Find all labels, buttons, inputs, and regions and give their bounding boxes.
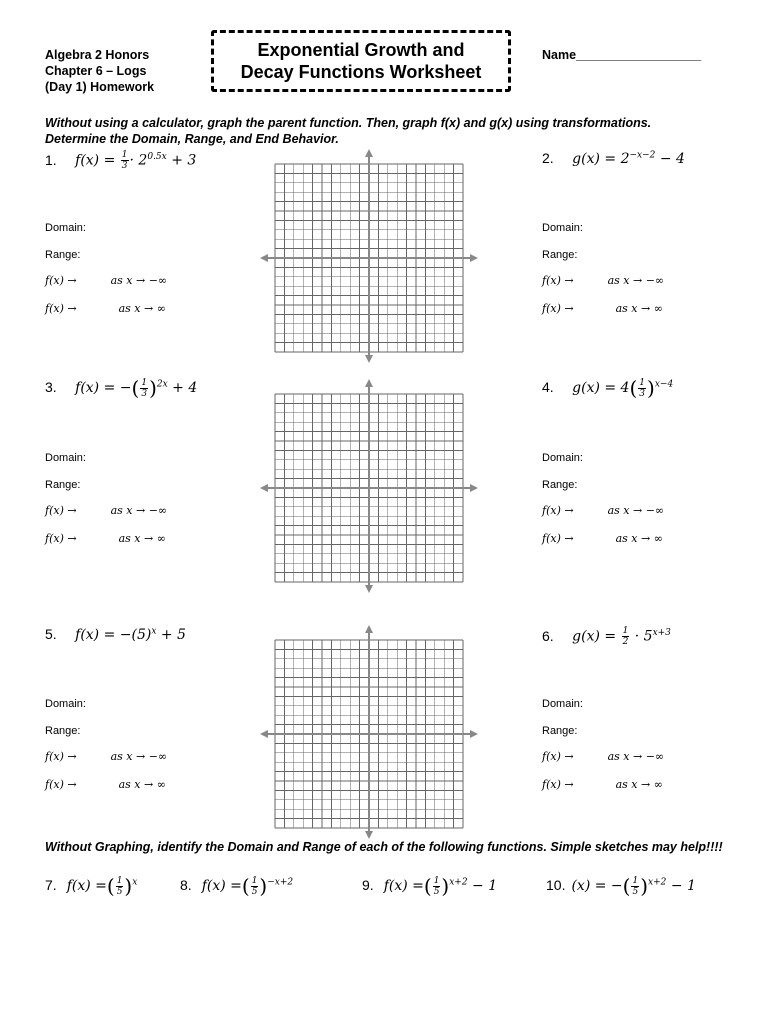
range-label: Range: — [45, 479, 81, 491]
problem-10: 10. (x) = −( $\frac{1}{5}$ )$^{x+2}$ − 1 — [546, 874, 696, 898]
coordinate-grid-3[interactable] — [258, 624, 480, 840]
end-behavior-neg: f(x) → as x → −∞ — [542, 750, 665, 763]
end-behavior-pos: f(x) → as x → ∞ — [542, 778, 663, 791]
end-behavior-neg: f(x) → as x → −∞ — [542, 504, 665, 517]
arrow-right-icon — [470, 254, 478, 262]
arrow-down-icon — [365, 585, 373, 593]
answer-block-1 — [45, 222, 167, 315]
problem-7: 7. f(x) =( $\frac{1}{5}$ )$^x$ — [45, 874, 138, 898]
domain-label: Domain: — [542, 698, 583, 710]
arrow-up-icon — [365, 149, 373, 157]
answer-block-2 — [542, 222, 664, 315]
problem-3: 3. f(x) = −( $\frac{1}{3}$ )$^{2x}$ + 4 — [45, 376, 198, 400]
name-field[interactable]: Name__________________ — [542, 48, 702, 62]
end-behavior-neg: f(x) → as x → −∞ — [45, 750, 168, 763]
range-label: Range: — [45, 725, 81, 737]
instructions-graphing: Without using a calculator, graph the parent function. Then, graph f(x) and g(x) using transformations. Determine the Domain, Range, and End Behavior. — [45, 116, 652, 146]
problem-1: 1. f(x) = $\frac{1}{3}$ · $2^{0.5x} + 3$ — [45, 150, 197, 171]
end-behavior-neg: f(x) → as x → −∞ — [45, 504, 168, 517]
end-behavior-neg: f(x) → as x → −∞ — [542, 274, 665, 287]
answer-block-4 — [542, 452, 664, 545]
instructions-no-graphing: Without Graphing, identify the Domain and Range of each of the following functions. Simple sketches may help!!!! — [45, 840, 723, 854]
arrow-left-icon — [260, 730, 268, 738]
problem-4: 4. g(x) = 4( $\frac{1}{3}$ )$^{x-4}$ — [542, 376, 674, 400]
course-line-2: Chapter 6 – Logs — [45, 64, 147, 78]
answer-block-3 — [45, 452, 167, 545]
worksheet-title — [211, 30, 511, 92]
domain-label: Domain: — [542, 452, 583, 464]
domain-label: Domain: — [45, 222, 86, 234]
course-info — [45, 47, 154, 95]
problem-6: 6. g(x) = $\frac{1}{2}$ · $5^{x+3}$ — [542, 626, 671, 647]
course-line-1: Algebra 2 Honors — [45, 48, 150, 62]
range-label: Range: — [542, 249, 578, 261]
arrow-down-icon — [365, 831, 373, 839]
coordinate-grid-2[interactable] — [258, 378, 480, 594]
title-line-1: Exponential Growth and — [257, 40, 465, 60]
end-behavior-pos: f(x) → as x → ∞ — [45, 778, 166, 791]
domain-label: Domain: — [45, 452, 86, 464]
title-line-2: Decay Functions Worksheet — [240, 62, 482, 82]
problem-2: 2. $g(x) = 2^{-x-2} - 4$ — [542, 150, 685, 167]
answer-block-5 — [45, 698, 167, 791]
problem-8: 8. f(x) =( $\frac{1}{5}$ )$^{-x+2}$ — [180, 874, 294, 898]
course-line-3: (Day 1) Homework — [45, 80, 155, 94]
problem-9: 9. f(x) =( $\frac{1}{5}$ )$^{x+2}$ − 1 — [362, 874, 498, 898]
end-behavior-neg: f(x) → as x → −∞ — [45, 274, 168, 287]
end-behavior-pos: f(x) → as x → ∞ — [542, 302, 663, 315]
range-label: Range: — [45, 249, 81, 261]
arrow-right-icon — [470, 730, 478, 738]
range-label: Range: — [542, 725, 578, 737]
arrow-left-icon — [260, 254, 268, 262]
range-label: Range: — [542, 479, 578, 491]
arrow-up-icon — [365, 625, 373, 633]
arrow-right-icon — [470, 484, 478, 492]
coordinate-grid-1[interactable] — [258, 148, 480, 364]
domain-label: Domain: — [542, 222, 583, 234]
arrow-up-icon — [365, 379, 373, 387]
arrow-down-icon — [365, 355, 373, 363]
end-behavior-pos: f(x) → as x → ∞ — [542, 532, 663, 545]
end-behavior-pos: f(x) → as x → ∞ — [45, 302, 166, 315]
problem-5: 5. $f(x) = -(5)^x + 5$ — [45, 626, 186, 643]
end-behavior-pos: f(x) → as x → ∞ — [45, 532, 166, 545]
answer-block-6 — [542, 698, 664, 791]
arrow-left-icon — [260, 484, 268, 492]
domain-label: Domain: — [45, 698, 86, 710]
